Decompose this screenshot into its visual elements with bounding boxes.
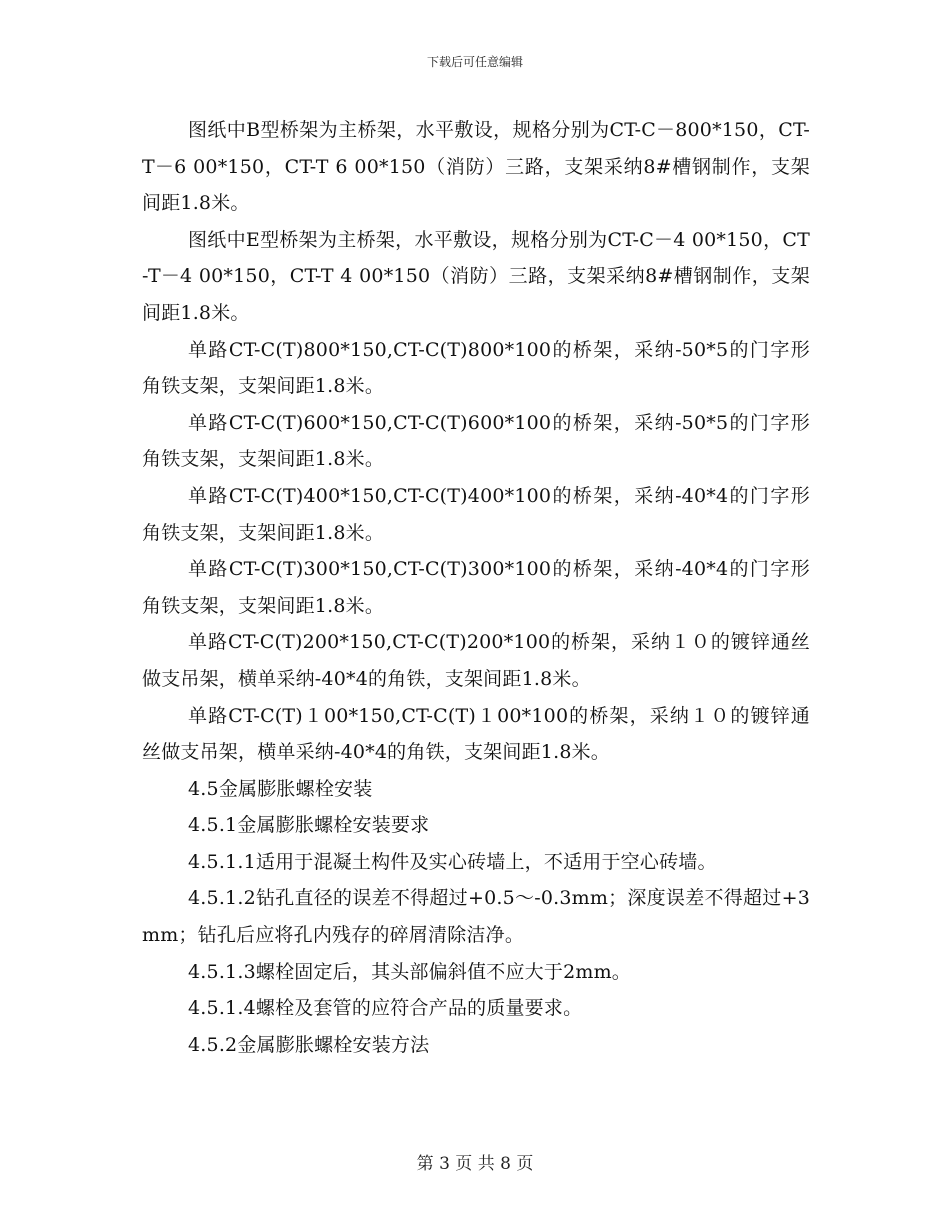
paragraph: 单路CT-C(T)１00*150,CT-C(T)１00*100的桥架，采纳１０的镀锌通丝做支吊架，横单采纳-40*4的角铁，支架间距1.8米。 xyxy=(142,704,810,764)
paragraph: 单路CT-C(T)400*150,CT-C(T)400*100的桥架，采纳-40*4的门字形角铁支架，支架间距1.8米。 xyxy=(142,484,810,544)
subsection-heading: 4.5.1金属膨胀螺栓安装要求 xyxy=(188,814,430,837)
document-body xyxy=(142,112,810,1063)
section-heading: 4.5金属膨胀螺栓安装 xyxy=(188,777,373,800)
list-item: 4.5.1.1适用于混凝土构件及实心砖墙上，不适用于空心砖墙。 xyxy=(188,850,717,873)
list-item: 4.5.1.4螺栓及套管的应符合产品的质量要求。 xyxy=(188,997,583,1020)
subsection-heading: 4.5.2金属膨胀螺栓安装方法 xyxy=(188,1033,430,1056)
list-item: 4.5.1.3螺栓固定后，其头部偏斜值不应大于2mm。 xyxy=(188,960,631,983)
paragraph: 单路CT-C(T)600*150,CT-C(T)600*100的桥架，采纳-50*5的门字形角铁支架，支架间距1.8米。 xyxy=(142,411,810,471)
list-item: 4.5.1.2钻孔直径的误差不得超过+0.5～-0.3mm；深度误差不得超过+3mm；钻孔后应将孔内残存的碎屑清除洁净。 xyxy=(142,887,810,947)
paragraph: 单路CT-C(T)800*150,CT-C(T)800*100的桥架，采纳-50*5的门字形角铁支架，支架间距1.8米。 xyxy=(142,338,810,398)
paragraph: 图纸中E型桥架为主桥架，水平敷设，规格分别为CT-C－4 00*150，CT-T－4 00*150，CT-T 4 00*150（消防）三路，支架采纳8#槽钢制作，支架间距1.8米。 xyxy=(142,228,810,324)
paragraph: 单路CT-C(T)200*150,CT-C(T)200*100的桥架，采纳１０的镀锌通丝做支吊架，横单采纳-40*4的角铁，支架间距1.8米。 xyxy=(142,631,810,690)
paragraph: 单路CT-C(T)300*150,CT-C(T)300*100的桥架，采纳-40*4的门字形角铁支架，支架间距1.8米。 xyxy=(142,558,810,617)
page-number: 第 3 页 共 8 页 xyxy=(416,1154,534,1174)
paragraph: 图纸中B型桥架为主桥架，水平敷设，规格分别为CT-C－800*150，CT-T－6 00*150，CT-T 6 00*150（消防）三路，支架采纳8#槽钢制作，支架间距1.8米。 xyxy=(142,119,810,215)
page-header-note: 下载后可任意编辑 xyxy=(426,55,523,69)
